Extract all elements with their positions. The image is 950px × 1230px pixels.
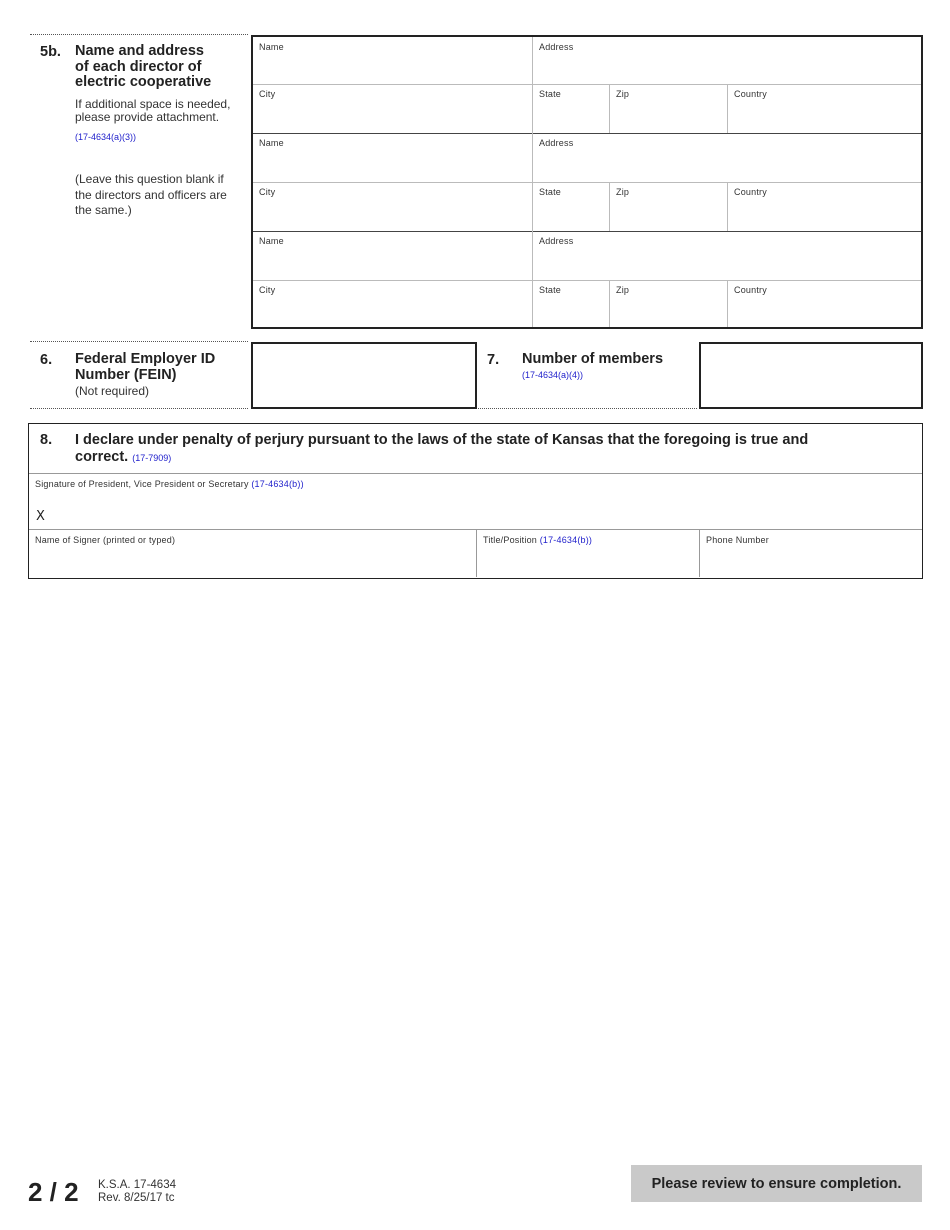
title-position-label-text: Title/Position — [483, 535, 537, 545]
section-5b-title-line-2: of each director of — [75, 58, 202, 75]
zip-label: Zip — [616, 285, 630, 295]
signer-name-label: Name of Signer (printed or typed) — [35, 535, 176, 545]
section-8-number: 8. — [40, 432, 53, 448]
director-1-country-field[interactable] — [727, 84, 921, 133]
ksa-label: K.S.A. 17-4634 — [98, 1179, 176, 1191]
signature-label — [35, 479, 304, 489]
phone-number-field[interactable] — [699, 530, 921, 577]
director-1-state-field[interactable] — [532, 84, 609, 133]
director-3-address-field[interactable] — [532, 231, 921, 280]
revision-label: Rev. 8/25/17 tc — [98, 1191, 175, 1204]
title-position-citation[interactable]: (17-4634(b)) — [539, 535, 593, 545]
declaration-block — [28, 423, 923, 579]
section-5b-note-line-1: If additional space is needed, — [75, 97, 231, 111]
city-label: City — [259, 187, 276, 197]
director-2-state-field[interactable] — [532, 182, 609, 231]
section-5b-title-line-1: Name and address — [75, 43, 204, 59]
city-label: City — [259, 89, 276, 99]
name-label: Name — [259, 42, 284, 52]
director-1-zip-field[interactable] — [609, 84, 727, 133]
declaration-line-1: I declare under penalty of perjury pursuant to the laws of the state of Kansas that the foregoing is true and — [75, 432, 809, 448]
section-5b-citation[interactable]: (17-4634(a)(3)) — [75, 132, 137, 142]
director-1-address-field[interactable] — [532, 37, 921, 84]
country-label: Country — [734, 285, 767, 295]
title-position-field[interactable] — [476, 530, 699, 577]
section-5b-blank-note — [75, 172, 250, 219]
section-5b-title-line-3: electric cooperative — [75, 74, 212, 90]
section-5b-dotted-divider — [30, 34, 248, 35]
section-6-title — [75, 352, 245, 383]
zip-label: Zip — [616, 89, 630, 99]
section-7-number: 7. — [487, 352, 500, 368]
signature-field[interactable] — [29, 474, 921, 529]
title-position-label — [483, 535, 592, 545]
section-6-number: 6. — [40, 352, 53, 368]
statute-reference — [98, 1179, 176, 1204]
section-7-title: Number of members — [522, 351, 664, 367]
declaration-line-2-text: correct. — [75, 449, 129, 465]
section-5b-blank-note-line-2: the directors and officers are — [75, 187, 227, 202]
name-label: Name — [259, 236, 284, 246]
section-5b-blank-note-line-3: the same.) — [75, 203, 132, 217]
director-1-name-field[interactable] — [253, 37, 532, 84]
address-label: Address — [539, 42, 574, 52]
section-5b-number: 5b. — [40, 44, 61, 60]
section-6-top-dotted-divider — [30, 341, 248, 342]
director-2-zip-field[interactable] — [609, 182, 727, 231]
declaration-line-2 — [75, 449, 915, 467]
director-address-table — [251, 35, 923, 329]
section-7-bottom-dotted-divider — [478, 408, 697, 409]
section-5b-blank-note-line-1: (Leave this question blank if — [75, 172, 224, 186]
state-label: State — [539, 187, 562, 197]
director-3-name-field[interactable] — [253, 231, 532, 280]
director-2-address-field[interactable] — [532, 133, 921, 182]
page-number: 2 / 2 — [28, 1177, 79, 1207]
director-2-name-field[interactable] — [253, 133, 532, 182]
declaration-text — [75, 432, 915, 467]
director-2-city-field[interactable] — [253, 182, 532, 231]
signature-x-mark: X — [36, 509, 45, 524]
director-2-country-field[interactable] — [727, 182, 921, 231]
section-6-bottom-dotted-divider — [30, 408, 248, 409]
name-label: Name — [259, 138, 284, 148]
signature-label-text: Signature of President, Vice President or Secretary — [35, 479, 249, 489]
section-7-citation[interactable]: (17-4634(a)(4)) — [522, 370, 584, 380]
section-6-title-line-1: Federal Employer ID — [75, 351, 216, 367]
country-label: Country — [734, 89, 767, 99]
phone-number-label: Phone Number — [706, 535, 769, 545]
section-6-title-line-2: Number (FEIN) — [75, 366, 177, 383]
address-label: Address — [539, 138, 574, 148]
zip-label: Zip — [616, 187, 630, 197]
signer-name-field[interactable] — [29, 530, 476, 577]
section-5b-attachment-note — [75, 98, 250, 124]
fein-input[interactable] — [251, 342, 477, 409]
director-3-city-field[interactable] — [253, 280, 532, 327]
director-1-city-field[interactable] — [253, 84, 532, 133]
number-of-members-input[interactable] — [699, 342, 923, 409]
country-label: Country — [734, 187, 767, 197]
signature-citation[interactable]: (17-4634(b)) — [251, 479, 304, 489]
section-5b-note-line-2: please provide attachment. — [75, 110, 220, 124]
director-3-state-field[interactable] — [532, 280, 609, 327]
section-8-citation[interactable]: (17-7909) — [132, 453, 172, 463]
state-label: State — [539, 89, 562, 99]
state-label: State — [539, 285, 562, 295]
director-3-country-field[interactable] — [727, 280, 921, 327]
city-label: City — [259, 285, 276, 295]
review-completion-button[interactable]: Please review to ensure completion. — [631, 1165, 922, 1202]
director-3-zip-field[interactable] — [609, 280, 727, 327]
section-6-note: (Not required) — [75, 384, 150, 398]
address-label: Address — [539, 236, 574, 246]
section-5b-title — [75, 44, 245, 91]
